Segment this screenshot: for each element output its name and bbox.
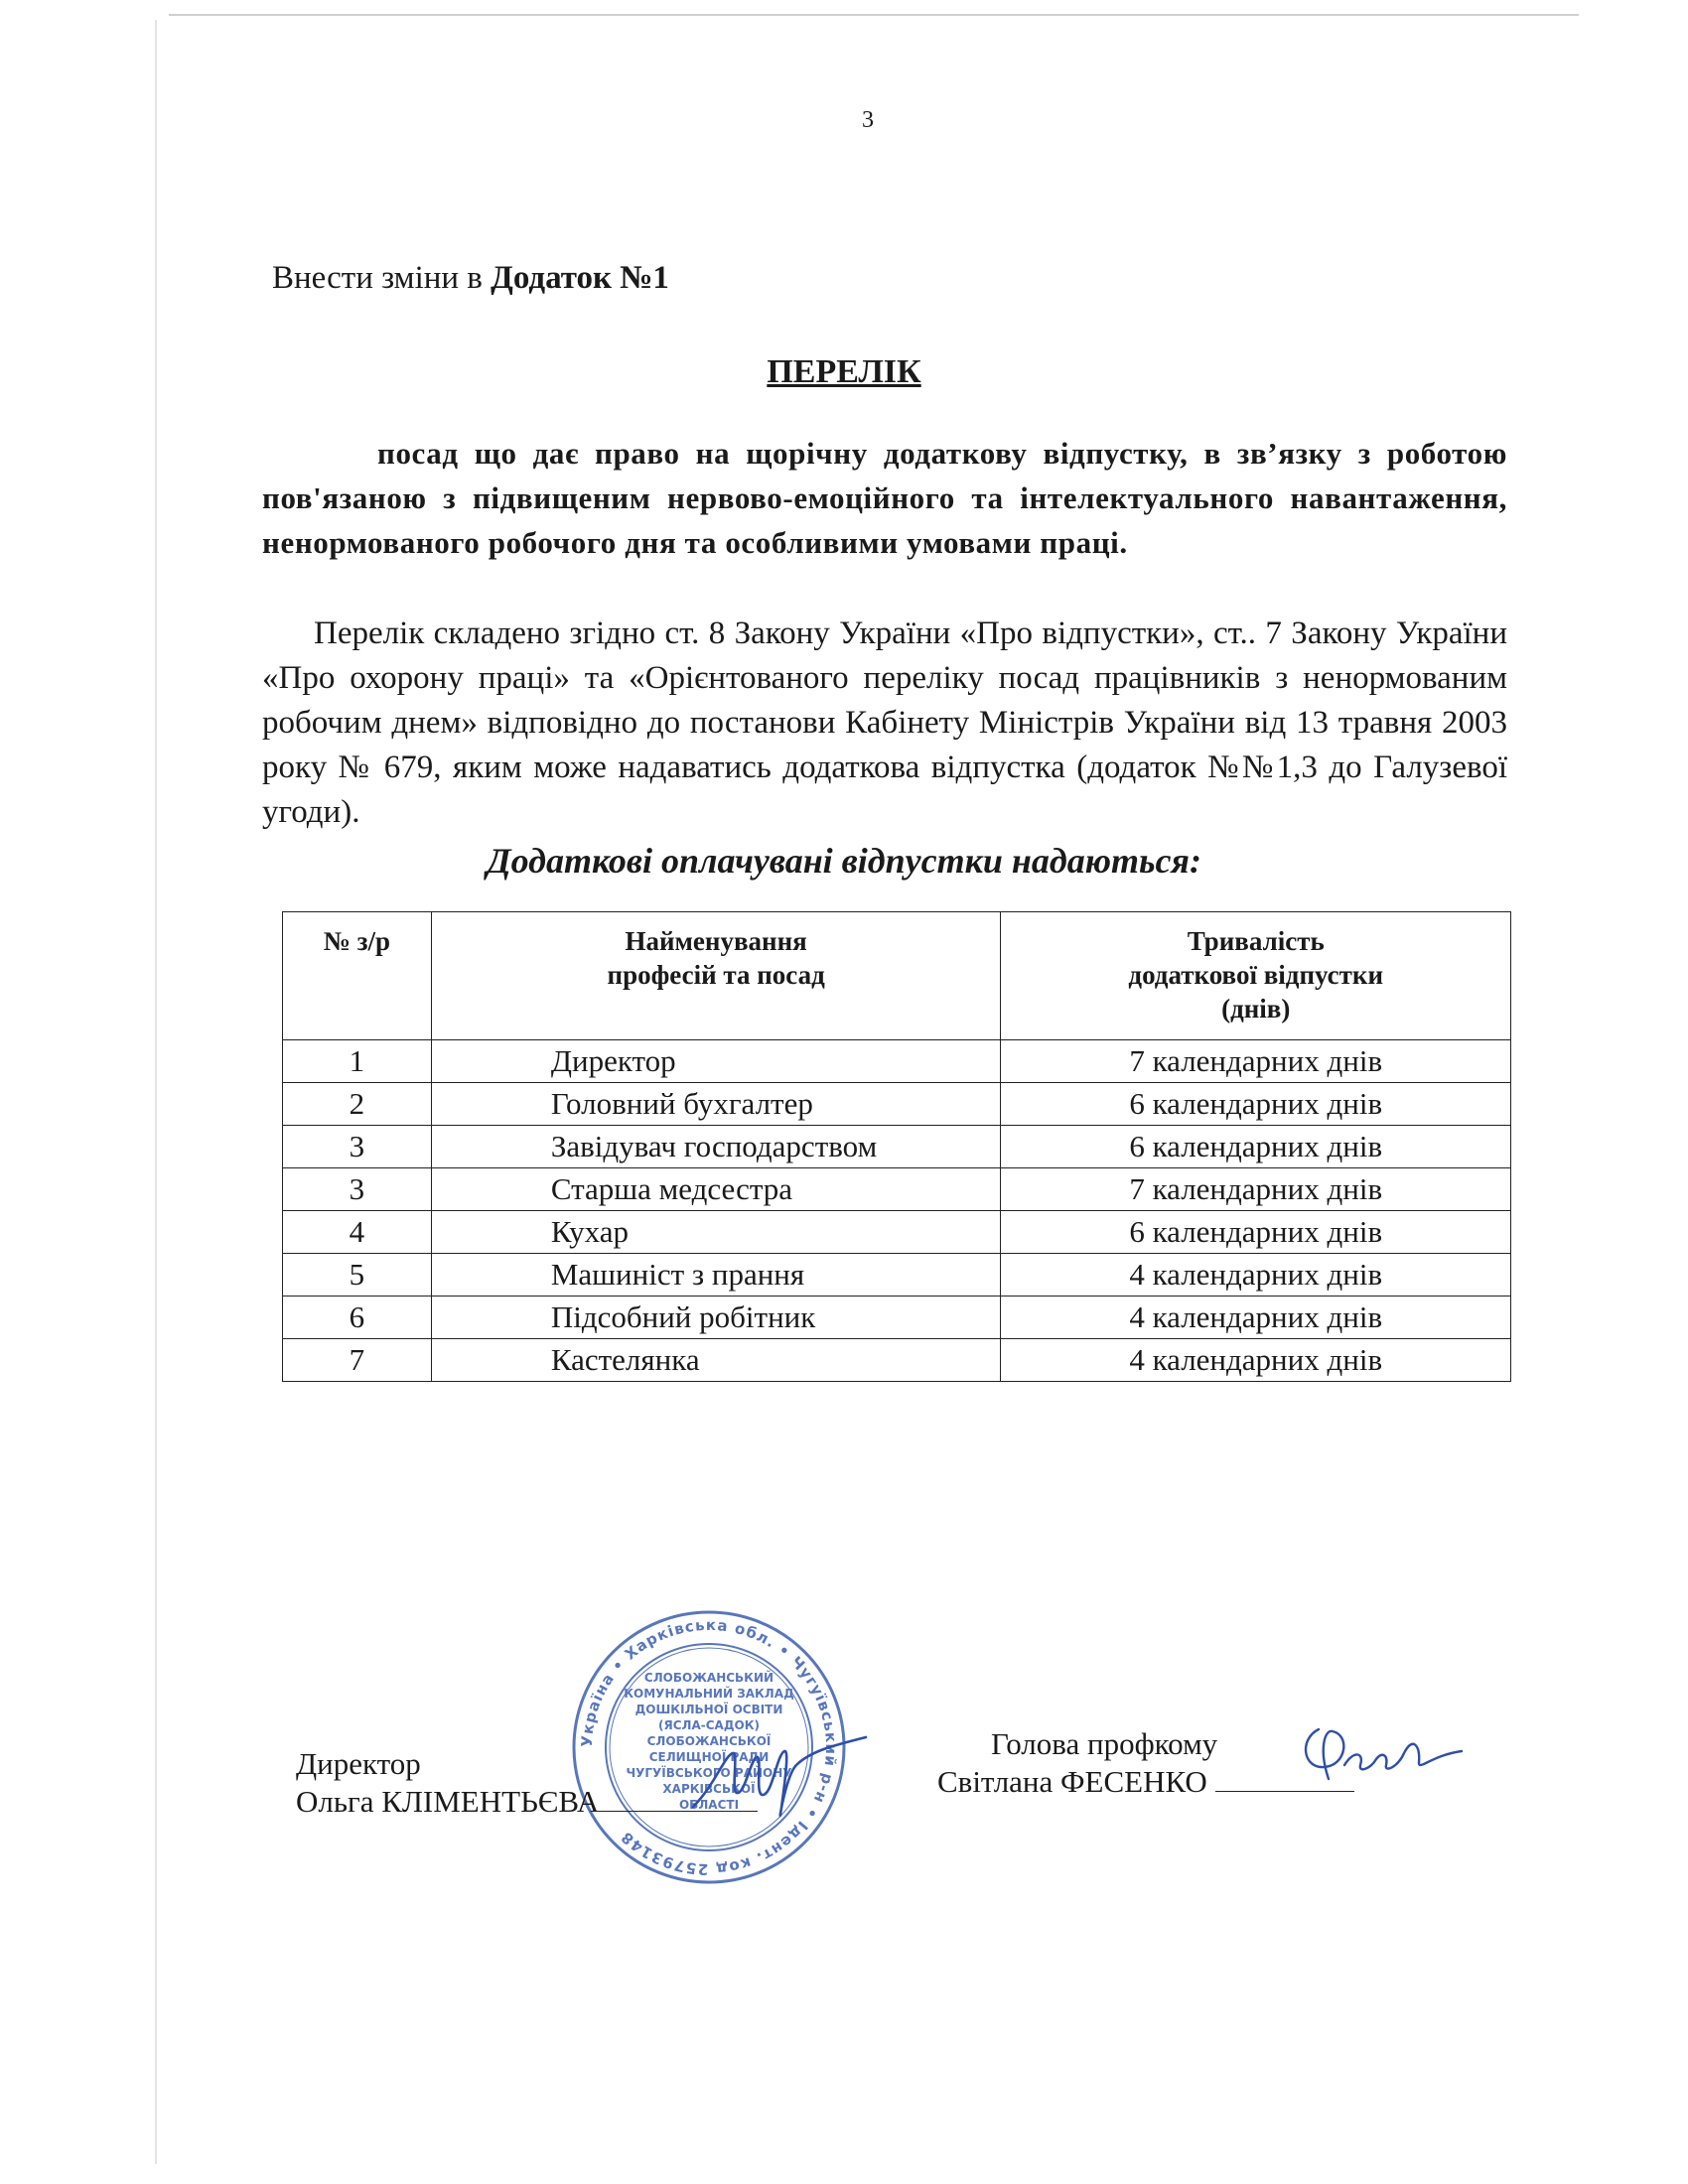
row-duration: 4 календарних днів [1001,1297,1511,1339]
intro-paragraph [262,431,1507,565]
document-title: ПЕРЕЛІК [767,353,921,390]
row-duration: 4 календарних днів [1001,1339,1511,1382]
header-number: № з/р [283,912,432,1040]
stamp-line: (ЯСЛА-САДОК) [657,1718,761,1732]
stamp-line: ДОШКІЛЬНОЇ ОСВІТИ [634,1703,783,1716]
row-position: Кастелянка [431,1339,1001,1382]
row-duration: 7 календарних днів [1001,1168,1511,1211]
leave-table [282,911,1511,1382]
row-number: 4 [283,1211,432,1254]
stamp-outer-text: Україна • Харківська обл. • Чугуївський р-н • Ідент. код 25793148 [577,1615,841,1879]
union-head-handwritten-signature [1289,1709,1468,1799]
director-name: Ольга КЛІМЕНТЬЄВА [296,1784,600,1819]
stamp-line: ЧУГУЇВСЬКОГО РАЙОНУ [626,1766,792,1780]
basis-text: Перелік складено згідно ст. 8 Закону України «Про відпустки», ст.. 7 Закону України «Про охорону праці» та «Орієнтованого переліку посад працівників з ненормованим робочим днем» відповідно до постанови Кабінету Міністрів України від 13 травня 2003 року № 679, яким може надаватись додаткова відпустка (додаток №№1,3 до Галузевої угоди). [262,615,1507,830]
row-position: Старша медсестра [431,1168,1001,1211]
stamp-line: ОБЛАСТІ [678,1798,740,1812]
union-head-name: Світлана ФЕСЕНКО [937,1764,1207,1799]
header-duration-line3: (днів) [1221,994,1291,1024]
table-row [283,1168,1511,1211]
row-number: 2 [283,1083,432,1126]
header-duration [1001,912,1511,1040]
table-row [283,1339,1511,1382]
table-row [283,1083,1511,1126]
stamp-line: КОМУНАЛЬНИЙ ЗАКЛАД [624,1687,794,1701]
header-duration-line2: додаткової відпустки [1128,960,1384,990]
director-handwritten-signature [685,1715,874,1825]
director-role: Директор [296,1746,421,1781]
row-number: 1 [283,1040,432,1083]
row-duration: 7 календарних днів [1001,1040,1511,1083]
header-position-line1: Найменування [625,926,807,956]
amendment-target: Додаток №1 [491,260,669,296]
table-row [283,1040,1511,1083]
stamp-line: СЛОБОЖАНСЬКОЇ [646,1734,772,1748]
amendment-line [272,260,669,297]
row-position: Кухар [431,1211,1001,1254]
header-position [431,912,1001,1040]
table-subtitle: Додаткові оплачувані відпустки надаються: [487,841,1201,881]
amendment-prefix: Внести зміни в [272,260,483,296]
row-duration: 6 календарних днів [1001,1126,1511,1168]
stamp-line: СЛОБОЖАНСЬКИЙ [643,1671,774,1685]
row-number: 3 [283,1168,432,1211]
page-number: 3 [862,107,874,133]
stamp-line: ХАРКІВСЬКОЇ [662,1782,756,1796]
row-position: Директор [431,1040,1001,1083]
scan-edge-left [155,20,157,2164]
header-position-line2: професій та посад [607,960,825,990]
row-position: Завідувач господарством [431,1126,1001,1168]
row-number: 6 [283,1297,432,1339]
table-row [283,1211,1511,1254]
scan-edge-top [169,14,1579,16]
row-duration: 6 календарних днів [1001,1211,1511,1254]
table-row [283,1297,1511,1339]
row-number: 3 [283,1126,432,1168]
row-number: 5 [283,1254,432,1297]
row-duration: 4 календарних днів [1001,1254,1511,1297]
table-row [283,1126,1511,1168]
basis-paragraph [262,612,1507,835]
intro-text: посад що дає право на щорічну додаткову відпустку, в зв’язку з роботою пов'язаною з підвищеним нервово-емоційного та інтелектуального навантаження, ненормованого робочого дня та особливими умовами праці. [262,436,1507,560]
row-number: 7 [283,1339,432,1382]
stamp-line: СЕЛИЩНОЇ РАДИ [648,1750,770,1764]
row-duration: 6 календарних днів [1001,1083,1511,1126]
table-header-row [283,912,1511,1040]
header-duration-line1: Тривалість [1187,926,1325,956]
union-head-role: Голова профкому [991,1726,1218,1761]
table-row [283,1254,1511,1297]
row-position: Машиніст з прання [431,1254,1001,1297]
row-position: Головний бухгалтер [431,1083,1001,1126]
row-position: Підсобний робітник [431,1297,1001,1339]
